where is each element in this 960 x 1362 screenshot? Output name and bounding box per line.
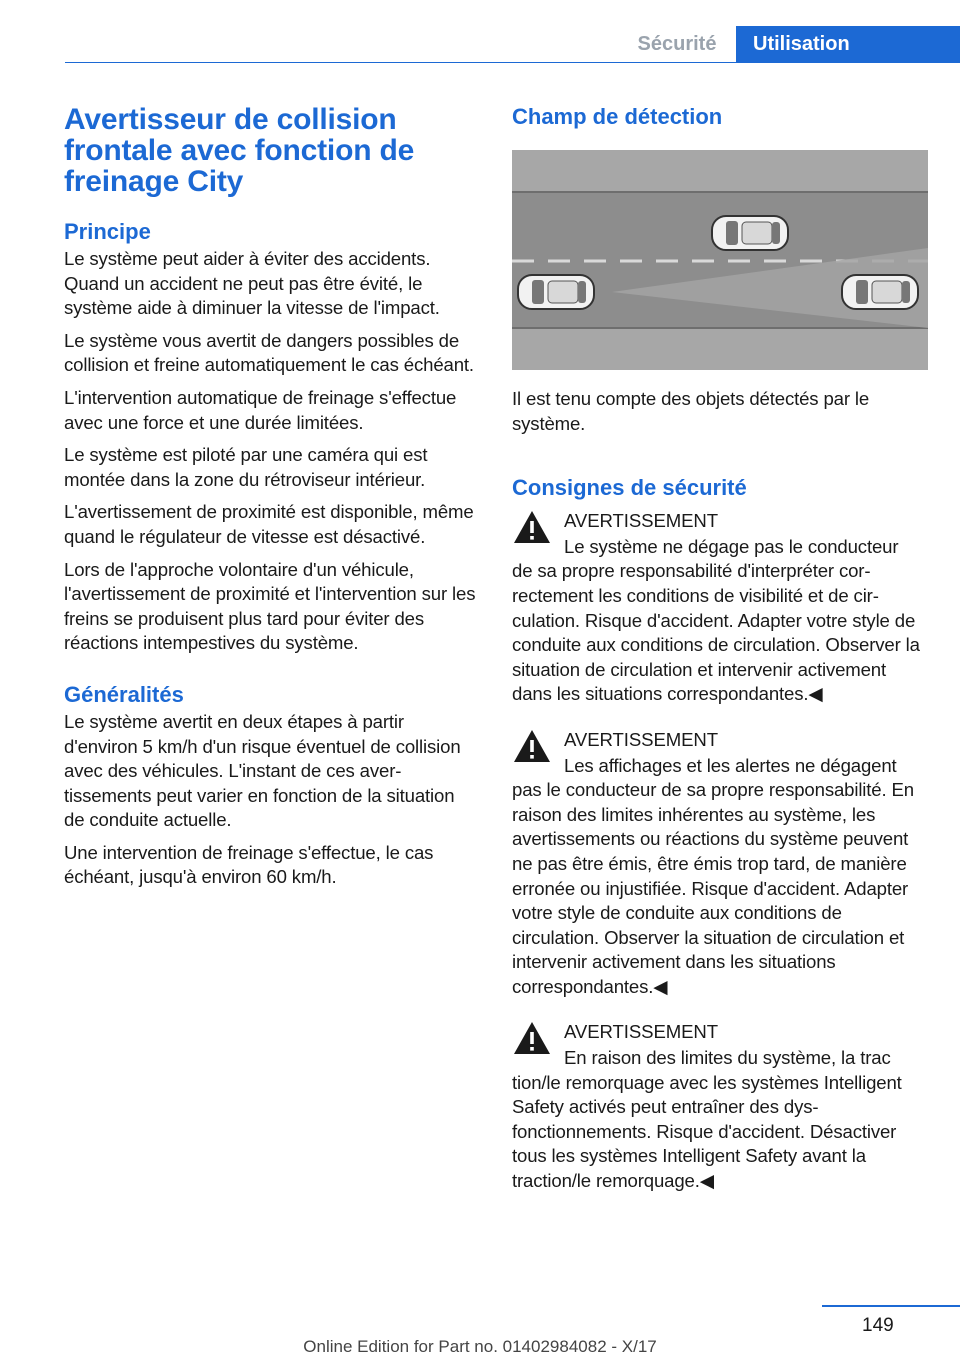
- car-ahead: [712, 216, 788, 250]
- car-ego: [518, 275, 594, 309]
- warning-first-line: Les affichages et les alertes ne dégagent: [564, 754, 897, 776]
- warning-first-line: En raison des limites du système, la trac: [564, 1047, 891, 1069]
- paragraph: Le système avertit en deux étapes à partir d'environ 5 km/h d'un risque éventuel de collision avec des véhicules. L'instant de ces avertissements peut varier en fonction de la situation de conduite actuelle.: [64, 710, 461, 831]
- header-tab-securite[interactable]: Sécurité: [637, 33, 717, 55]
- page-title: Avertisseur de collision frontale avec fonction de freinage City: [64, 103, 415, 198]
- paragraph: L'intervention automatique de freinage s'effectue avec une force et une durée limitées.: [64, 386, 457, 433]
- car-right-lane: [842, 275, 918, 309]
- warning-triangle-icon: [512, 509, 552, 545]
- footer-rule: [822, 1305, 960, 1307]
- section-heading-principe: Principe: [64, 219, 151, 244]
- warning-triangle-icon: [512, 1020, 552, 1056]
- footer-edition: Online Edition for Part no. 01402984082 - X/17: [303, 1337, 657, 1356]
- paragraph: Le système est piloté par une caméra qui est montée dans la zone du rétroviseur intérieur.: [64, 444, 428, 490]
- detection-field-illustration: [512, 150, 928, 370]
- paragraph: Le système vous avertit de dangers possibles de collision et freine automatiquement le cas échéant.: [64, 329, 474, 376]
- warning-body: pas le conducteur de sa propre responsabilité. En raison des limites inhérentes au système, les avertissements ou réactions du système peuvent ne pas être émis, être émis trop tard, de manière erronée ou injustifiée. Risque d'accident. Adapter votre style de conduite aux conditions de circulation. Observer la situation de circulation et intervenir activement dans les situations correspondantes.◀: [512, 779, 914, 997]
- paragraph: Une intervention de freinage s'effectue, le cas échéant, jusqu'à environ 60 km/h.: [64, 841, 434, 888]
- paragraph: L'avertissement de proximité est disponible, même quand le régulateur de vitesse est désactivé.: [64, 501, 474, 547]
- warning-text: [512, 535, 930, 707]
- right-column: [512, 100, 930, 1194]
- road-diagram: [512, 150, 928, 370]
- warning-body: de sa propre responsabilité d'interpréter correctement les conditions de visibilité et de circulation. Risque d'accident. Adapter votre style de conduite aux conditions de circulation. Observer la situation de circulation et intervenir activement dans les situations correspondantes.◀: [512, 560, 920, 705]
- paragraph: Lors de l'approche volontaire d'un véhicule, l'avertissement de proximité et l'intervention sur les freins se produisent plus tard pour éviter des réactions intempestives du système.: [64, 558, 476, 654]
- section-heading-consignes: Consignes de sécurité: [512, 475, 747, 501]
- warning-block: [512, 728, 930, 1000]
- section-heading-champ-detection: Champ de détection: [512, 104, 723, 129]
- header-rule: [65, 62, 960, 63]
- warning-label: AVERTISSEMENT: [564, 1021, 719, 1043]
- warning-block: [512, 509, 930, 707]
- warning-text: [512, 754, 930, 1000]
- warning-body: tion/le remorquage avec les systèmes Intelligent Safety activés peut entraîner des dysfonctionnements. Risque d'accident. Désactiver tous les systèmes Intelligent Safety avant la traction/le remorquage.◀: [512, 1071, 902, 1192]
- left-column: [64, 104, 478, 898]
- warning-text: [512, 1046, 930, 1194]
- warning-triangle-icon: [512, 728, 552, 764]
- warning-label: AVERTISSEMENT: [564, 510, 719, 532]
- section-heading-generalites: Généralités: [64, 681, 184, 707]
- warning-first-line: Le système ne dégage pas le conducteur: [564, 535, 899, 557]
- figure-caption: Il est tenu compte des objets détectés par le système.: [512, 388, 870, 434]
- paragraph: Le système peut aider à éviter des accidents. Quand un accident ne peut pas être évité, le système aide à diminuer la vitesse de l'impact.: [64, 248, 440, 319]
- warning-block: [512, 1020, 930, 1193]
- header-tab-utilisation[interactable]: Utilisation: [736, 26, 960, 62]
- warning-label: AVERTISSEMENT: [564, 728, 719, 750]
- page-number: 149: [862, 1315, 894, 1336]
